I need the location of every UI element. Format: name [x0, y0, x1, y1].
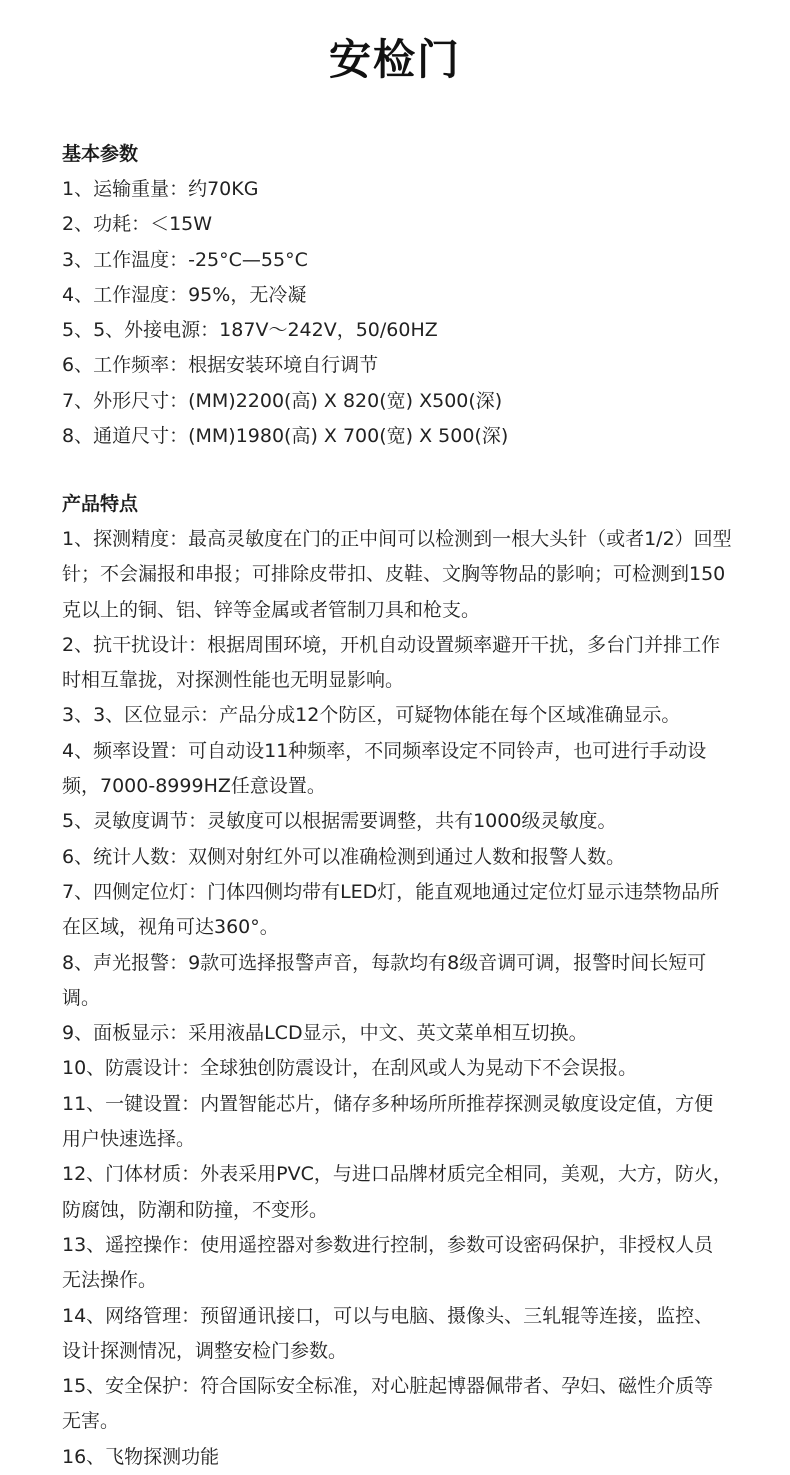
basic-param-item: 5、5、外接电源：187V～242V，50/60HZ: [62, 319, 438, 342]
feature-item: 4、频率设置：可自动设11种频率，不同频率设定不同铃声，也可进行手动设频，7000-8999HZ任意设置。: [62, 739, 707, 798]
features-section: [62, 487, 732, 1475]
basic-param-item: 6、工作频率：根据安装环境自行调节: [62, 354, 379, 377]
feature-item: 9、面板显示：采用液晶LCD显示，中文、英文菜单相互切换。: [62, 1022, 588, 1045]
feature-item: 15、安全保护：符合国际安全标准，对心脏起博器佩带者、孕妇、磁性介质等无害。: [62, 1375, 714, 1433]
basic-params-section: [62, 137, 732, 454]
basic-param-item: 3、工作温度：-25°C—55°C: [62, 248, 308, 271]
features-heading: 产品特点: [62, 493, 139, 515]
feature-item: 11、一键设置：内置智能芯片，储存多种场所所推荐探测灵敏度设定值，方便用户快速选择。: [62, 1092, 714, 1151]
feature-item: 7、四侧定位灯：门体四侧均带有LED灯，能直观地通过定位灯显示违禁物品所在区域，视角可达360°。: [62, 880, 720, 939]
feature-item: 8、声光报警：9款可选择报警声音，每款均有8级音调可调，报警时间长短可调。: [62, 951, 707, 1009]
feature-item: 5、灵敏度调节：灵敏度可以根据需要调整，共有1000级灵敏度。: [62, 810, 617, 833]
feature-item: 2、抗干扰设计：根据周围环境，开机自动设置频率避开干扰，多台门并排工作时相互靠拢，对探测性能也无明显影响。: [62, 633, 721, 692]
basic-param-item: 7、外形尺寸：(MM)2200(高) X 820(宽) X500(深): [62, 389, 503, 412]
feature-item: 12、门体材质：外表采用PVC，与进口品牌材质完全相同，美观，大方，防火，防腐蚀，防潮和防撞，不变形。: [62, 1163, 732, 1221]
basic-param-item: 2、功耗：＜15W: [62, 213, 213, 236]
feature-item: 1、探测精度：最高灵敏度在门的正中间可以检测到一根大头针（或者1/2）回型针；不会漏报和串报；可排除皮带扣、皮鞋、文胸等物品的影响；可检测到150克以上的铜、铝、锌等金属或者管制刀具和枪支。: [62, 528, 732, 621]
basic-param-item: 1、运输重量：约70KG: [62, 178, 259, 200]
feature-item: 6、统计人数：双侧对射红外可以准确检测到通过人数和报警人数。: [62, 845, 626, 868]
feature-item: 16、飞物探测功能: [62, 1445, 220, 1468]
page-title: 安检门: [328, 35, 461, 84]
feature-item: 14、网络管理：预留通讯接口，可以与电脑、摄像头、三轧辊等连接，监控、设计探测情况，调整安检门参数。: [62, 1304, 714, 1362]
basic-param-item: 8、通道尺寸：(MM)1980(高) X 700(宽) X 500(深): [62, 425, 509, 448]
basic-params-heading: 基本参数: [62, 143, 139, 165]
feature-item: 10、防震设计：全球独创防震设计，在刮风或人为晃动下不会误报。: [62, 1057, 638, 1080]
feature-item: 13、遥控操作：使用遥控器对参数进行控制，参数可设密码保护，非授权人员无法操作。: [62, 1233, 714, 1292]
basic-param-item: 4、工作湿度：95%，无冷凝: [62, 283, 307, 306]
feature-item: 3、3、区位显示：产品分成12个防区，可疑物体能在每个区域准确显示。: [62, 704, 681, 727]
